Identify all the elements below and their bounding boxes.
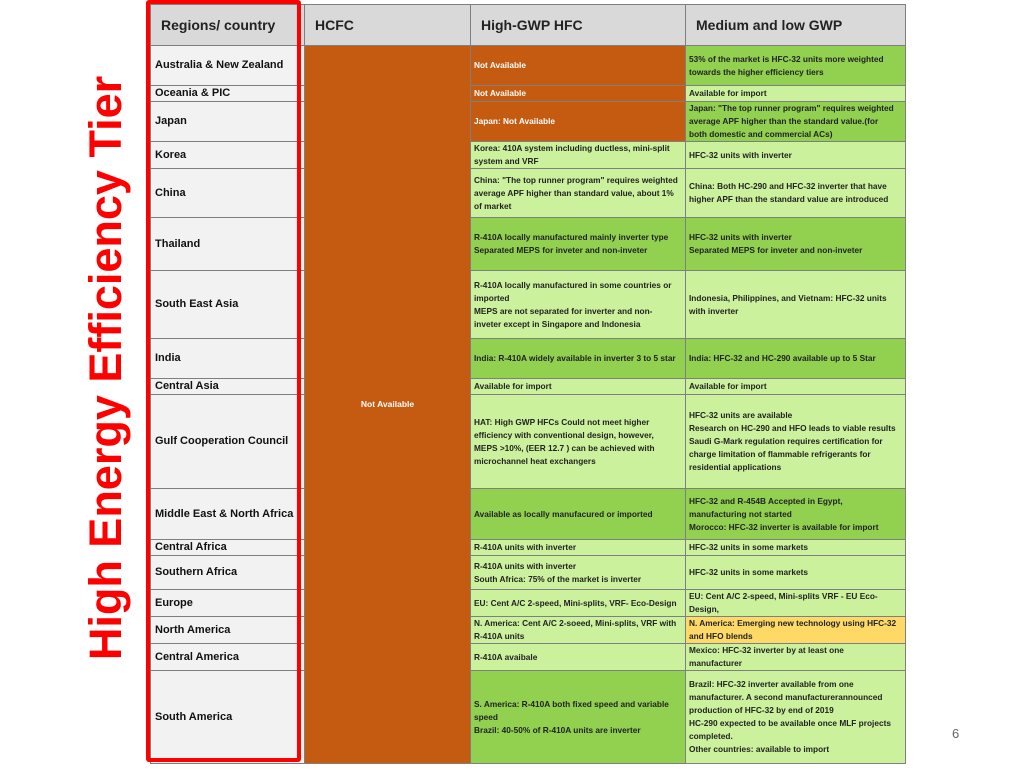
med-low-gwp-cell <box>686 617 906 644</box>
side-title-graphic <box>16 0 136 768</box>
cell-line: with inverter <box>689 305 739 316</box>
cell-line: R-410A units with inverter <box>474 560 577 571</box>
cell-line: efficiency with conventional design, however, <box>474 429 654 440</box>
cell-line: 53% of the market is HFC-32 units more weighted <box>689 53 884 64</box>
cell-line: China: "The top runner program" requires weighted <box>474 174 678 185</box>
med-low-gwp-cell <box>686 395 906 489</box>
cell-line: average APF higher than standard value, about 1% <box>474 187 674 198</box>
cell-line: R-410A locally manufactured in some countries or <box>474 279 672 290</box>
side-title-text: High Energy Efficiency Tier <box>80 75 131 661</box>
cell-line: R-410A avaibale <box>474 651 538 662</box>
high-gwp-cell <box>471 540 686 556</box>
region-cell: Thailand <box>151 218 305 271</box>
header-high-gwp: High-GWP HFC <box>471 5 686 46</box>
cell-line: HAT: High GWP HFCs Could not meet higher <box>474 416 650 427</box>
cell-line: charge limitation of flammable refrigerants for <box>689 449 871 459</box>
high-gwp-cell <box>471 395 686 489</box>
cell-line: Available for import <box>689 381 767 391</box>
high-gwp-cell <box>471 169 686 218</box>
high-gwp-cell <box>471 617 686 644</box>
region-cell: Oceania & PIC <box>151 86 305 102</box>
cell-line: average APF higher than the standard value.(for <box>689 116 879 126</box>
high-gwp-cell <box>471 142 686 169</box>
cell-line: Research on HC-290 and HFO leads to viable results <box>689 423 896 433</box>
med-low-gwp-cell <box>686 339 906 379</box>
region-cell: South East Asia <box>151 271 305 339</box>
med-low-gwp-cell <box>686 218 906 271</box>
cell-line: N. America: Cent A/C 2-soeed, Mini-splits, VRF with <box>474 618 677 628</box>
cell-line: higher APF than the standard value are introduced <box>689 194 889 204</box>
cell-line: microchannel heat exchangers <box>474 455 596 466</box>
high-gwp-cell <box>471 46 686 86</box>
high-gwp-cell <box>471 556 686 590</box>
med-low-gwp-cell <box>686 671 906 764</box>
cell-line: system and VRF <box>474 156 539 166</box>
region-cell: India <box>151 339 305 379</box>
region-cell: Middle East & North Africa <box>151 489 305 540</box>
side-title <box>16 0 136 768</box>
cell-line: S. America: R-410A both fixed speed and variable <box>474 698 669 709</box>
cell-line: India: HFC-32 and HC-290 available up to 5 Star <box>689 353 876 363</box>
cell-line: Available for import <box>474 381 552 391</box>
med-low-gwp-cell <box>686 590 906 617</box>
cell-line: Available for import <box>689 88 767 98</box>
region-cell: North America <box>151 617 305 644</box>
region-cell: Gulf Cooperation Council <box>151 395 305 489</box>
hcfc-cell: Not Available <box>305 46 471 764</box>
med-low-gwp-cell <box>686 489 906 540</box>
header-region: Regions/ country <box>151 5 305 46</box>
med-low-gwp-cell <box>686 556 906 590</box>
region-cell: Southern Africa <box>151 556 305 590</box>
cell-line: speed <box>474 711 498 722</box>
cell-line: Brazil: HFC-32 inverter available from one <box>689 679 854 689</box>
cell-line: manufacturer. A second manufacturerannounced <box>689 692 883 702</box>
cell-line: HFC-32 units are available <box>689 410 793 420</box>
cell-line: R-410A units <box>474 631 525 641</box>
med-low-gwp-cell <box>686 102 906 142</box>
cell-line: Morocco: HFC-32 inverter is available for import <box>689 521 879 532</box>
cell-line: inveter except in Singapore and Indonesia <box>474 318 641 329</box>
cell-line: HFC-32 units with inverter <box>689 149 792 160</box>
header-medium-low-gwp: Medium and low GWP <box>686 5 906 46</box>
high-gwp-cell <box>471 590 686 617</box>
cell-line: EU: Cent A/C 2-speed, Mini-splits VRF - EU Eco- <box>689 591 878 601</box>
cell-line: residential applications <box>689 462 782 472</box>
region-cell: Central Africa <box>151 540 305 556</box>
cell-line: Available as locally manufacured or imported <box>474 508 653 519</box>
cell-line: Design, <box>689 604 719 614</box>
cell-line: Separated MEPS for inveter and non-inveter <box>689 245 863 255</box>
cell-line: India: R-410A widely available in inverter 3 to 5 star <box>474 353 676 363</box>
cell-line: Not Available <box>474 88 526 98</box>
region-cell: China <box>151 169 305 218</box>
med-low-gwp-cell <box>686 379 906 395</box>
cell-line: R-410A locally manufactured mainly inverter type <box>474 232 669 242</box>
region-cell: Central America <box>151 644 305 671</box>
med-low-gwp-cell <box>686 169 906 218</box>
cell-line: N. America: Emerging new technology using HFC-32 <box>689 618 897 628</box>
med-low-gwp-cell <box>686 86 906 102</box>
cell-line: manufacturer <box>689 658 743 668</box>
header-hcfc: HCFC <box>305 5 471 46</box>
cell-line: HFC-32 units in some markets <box>689 542 808 552</box>
cell-line: MEPS >10%, (EER 12.7 ) can be achieved with <box>474 442 655 453</box>
high-gwp-cell <box>471 671 686 764</box>
cell-line: Korea: 410A system including ductless, mini-split <box>474 143 670 153</box>
cell-line: EU: Cent A/C 2-speed, Mini-splits, VRF- Eco-Design <box>474 597 677 608</box>
page-number: 6 <box>952 726 960 741</box>
cell-line: HFC-32 units with inverter <box>689 232 792 242</box>
cell-line: and HFO blends <box>689 631 753 641</box>
cell-line: Japan: Not Available <box>474 116 555 126</box>
cell-line: Saudi G-Mark regulation requires certification for <box>689 436 883 446</box>
cell-line: Indonesia, Philippines, and Vietnam: HFC-32 units <box>689 292 887 303</box>
region-cell: South America <box>151 671 305 764</box>
high-gwp-cell <box>471 218 686 271</box>
cell-line: completed. <box>689 731 733 741</box>
cell-line: Mexico: HFC-32 inverter by at least one <box>689 645 844 655</box>
cell-line: Brazil: 40-50% of R-410A units are inverter <box>474 724 641 735</box>
high-gwp-cell <box>471 379 686 395</box>
cell-line: HFC-32 and R-454B Accepted in Egypt, <box>689 495 843 506</box>
cell-line: production of HFC-32 by end of 2019 <box>689 705 834 715</box>
high-gwp-cell <box>471 271 686 339</box>
region-cell: Japan <box>151 102 305 142</box>
med-low-gwp-cell <box>686 142 906 169</box>
region-cell: Europe <box>151 590 305 617</box>
cell-line: manufacturing not started <box>689 508 792 519</box>
med-low-gwp-cell <box>686 46 906 86</box>
med-low-gwp-cell <box>686 644 906 671</box>
region-cell: Australia & New Zealand <box>151 46 305 86</box>
cell-line: HFC-32 units in some markets <box>689 567 808 577</box>
high-gwp-cell <box>471 489 686 540</box>
high-gwp-cell <box>471 339 686 379</box>
high-gwp-cell <box>471 644 686 671</box>
med-low-gwp-cell <box>686 271 906 339</box>
cell-line: Japan: "The top runner program" requires weighted <box>689 103 894 113</box>
region-cell: Central Asia <box>151 379 305 395</box>
cell-line: of market <box>474 200 512 211</box>
high-gwp-cell <box>471 102 686 142</box>
cell-line: imported <box>474 292 510 303</box>
region-column-highlight-frame <box>146 0 301 762</box>
region-cell: Korea <box>151 142 305 169</box>
high-gwp-cell <box>471 86 686 102</box>
cell-line: Not Available <box>474 60 526 70</box>
cell-line: both domestic and commercial ACs) <box>689 129 833 139</box>
cell-line: Separated MEPS for inveter and non-inveter <box>474 245 648 255</box>
cell-line: towards the higher efficiency tiers <box>689 66 824 77</box>
med-low-gwp-cell <box>686 540 906 556</box>
cell-line: R-410A units with inverter <box>474 542 577 552</box>
cell-line: Other countries: available to import <box>689 744 830 754</box>
cell-line: China: Both HC-290 and HFC-32 inverter that have <box>689 181 887 191</box>
cell-line: HC-290 expected to be available once MLF projects <box>689 718 891 728</box>
cell-line: MEPS are not separated for inverter and non- <box>474 305 653 316</box>
cell-line: South Africa: 75% of the market is inverter <box>474 573 642 584</box>
